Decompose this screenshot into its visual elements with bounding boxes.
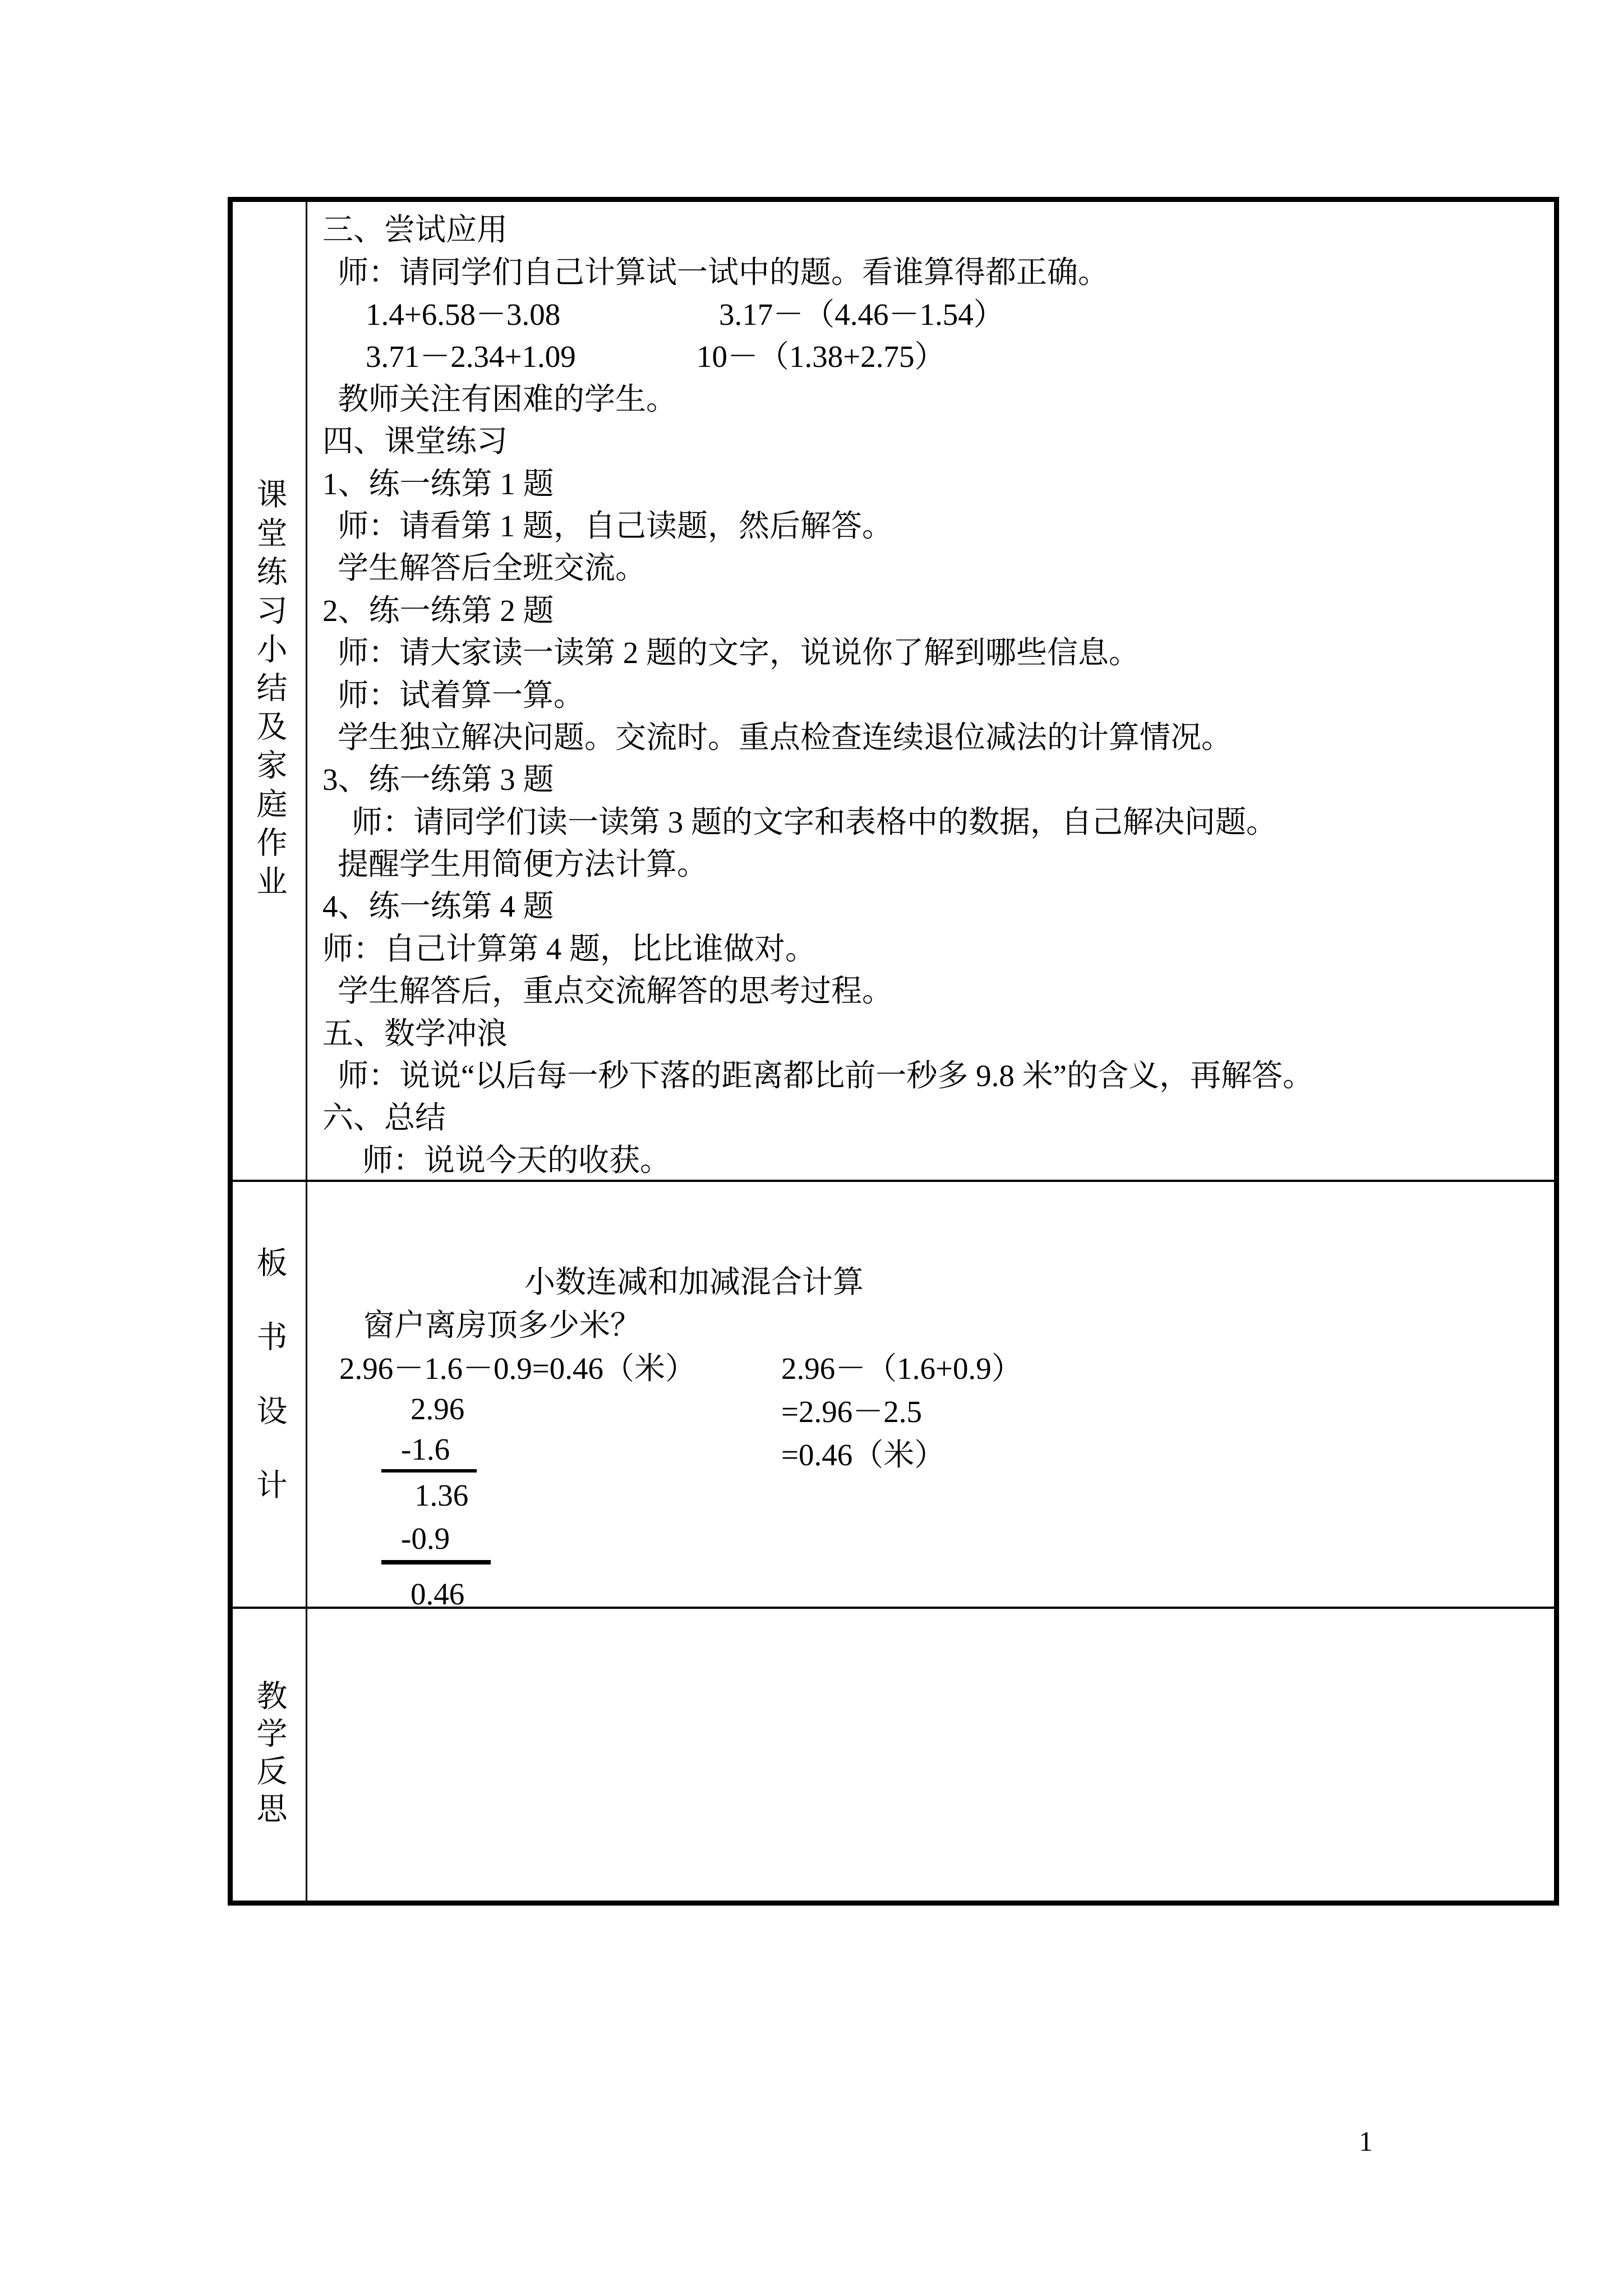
teacher-line: 师：自己计算第 4 题，比比谁做对。 [322, 931, 817, 966]
section-heading: 四、课堂练习 [322, 424, 508, 459]
column-subtrahend1-underlined: -1.6 [381, 1432, 477, 1473]
board-work-row [307, 1572, 1554, 1607]
note-line: 学生独立解决问题。交流时。重点检查连续退位减法的计算情况。 [338, 720, 1233, 754]
equation-right: 10－（1.38+2.75） [697, 339, 946, 374]
board-equation-right: 2.96－（1.6+0.9） [781, 1351, 1022, 1386]
board-work-row [307, 1430, 1554, 1474]
board-equation-row [307, 1344, 1554, 1387]
section-heading: 三、尝试应用 [322, 213, 508, 247]
column-result-line [381, 1560, 491, 1572]
teacher-line: 师：请看第 1 题，自己读题，然后解答。 [338, 508, 893, 543]
page-number: 1 [1359, 2125, 1373, 2157]
column-result: 0.46 [411, 1577, 465, 1607]
item-heading: 2、练一练第 2 题 [322, 593, 554, 628]
board-step1: =2.96－2.5 [781, 1395, 923, 1429]
column-difference1: 1.36 [414, 1478, 469, 1512]
board-question-row [307, 1301, 1554, 1344]
practice-content [307, 202, 1554, 1180]
board-step2: =0.46（米） [781, 1438, 946, 1472]
board-question: 窗户离房顶多少米？ [363, 1308, 642, 1342]
board-work-row [307, 1517, 1554, 1560]
note-line: 提醒学生用简便方法计算。 [338, 847, 708, 882]
section-heading: 五、数学冲浪 [322, 1016, 508, 1051]
board-title-row [307, 1258, 1554, 1301]
teacher-line: 师：试着算一算。 [338, 678, 585, 712]
equation-left: 1.4+6.58－3.08 [366, 297, 561, 332]
reflection-content [307, 1607, 1554, 1901]
column-subtrahend2: -0.9 [401, 1521, 450, 1556]
teacher-line: 师：请同学们读一读第 3 题的文字和表格中的数据，自己解决问题。 [352, 804, 1278, 839]
item-heading: 3、练一练第 3 题 [322, 762, 554, 797]
equation-left: 3.71－2.34+1.09 [366, 339, 576, 374]
board-work-row [307, 1474, 1554, 1517]
lesson-plan-table [228, 197, 1559, 1906]
column-minuend: 2.96 [411, 1392, 465, 1426]
note-line: 学生解答后，重点交流解答的思考过程。 [338, 974, 893, 1009]
teacher-line: 师：说说“以后每一秒下落的距离都比前一秒多 9.8 米”的含义，再解答。 [338, 1059, 1314, 1093]
teacher-line: 师：说说今天的收获。 [362, 1143, 671, 1177]
item-heading: 1、练一练第 1 题 [322, 466, 554, 501]
exercise-equations-row [322, 333, 1554, 375]
teacher-line: 师：请同学们自己计算试一试中的题。看谁算得都正确。 [338, 255, 1109, 289]
exercise-equations-row [322, 291, 1554, 333]
row-label-board-design-text: 板书设计 [252, 1246, 287, 1543]
row-label-practice [233, 202, 307, 1180]
note-line: 教师关注有困难的学生。 [338, 381, 677, 416]
row-label-reflection [233, 1607, 307, 1901]
row-label-reflection-text: 教学反思 [252, 1680, 287, 1830]
note-line: 学生解答后全班交流。 [338, 551, 647, 586]
item-heading: 4、练一练第 4 题 [322, 889, 554, 924]
teacher-line: 师：请大家读一读第 2 题的文字，说说你了解到哪些信息。 [338, 636, 1140, 670]
board-work-row [307, 1387, 1554, 1430]
board-design-content [307, 1180, 1554, 1607]
row-label-board-design [233, 1180, 307, 1607]
row-label-practice-text: 课堂练习小结及家庭作业 [252, 478, 287, 904]
board-title: 小数连减和加减混合计算 [524, 1265, 864, 1299]
equation-right: 3.17－（4.46－1.54） [719, 297, 1004, 332]
section-heading: 六、总结 [322, 1101, 446, 1135]
board-equation-left: 2.96－1.6－0.9=0.46（米） [339, 1351, 697, 1386]
